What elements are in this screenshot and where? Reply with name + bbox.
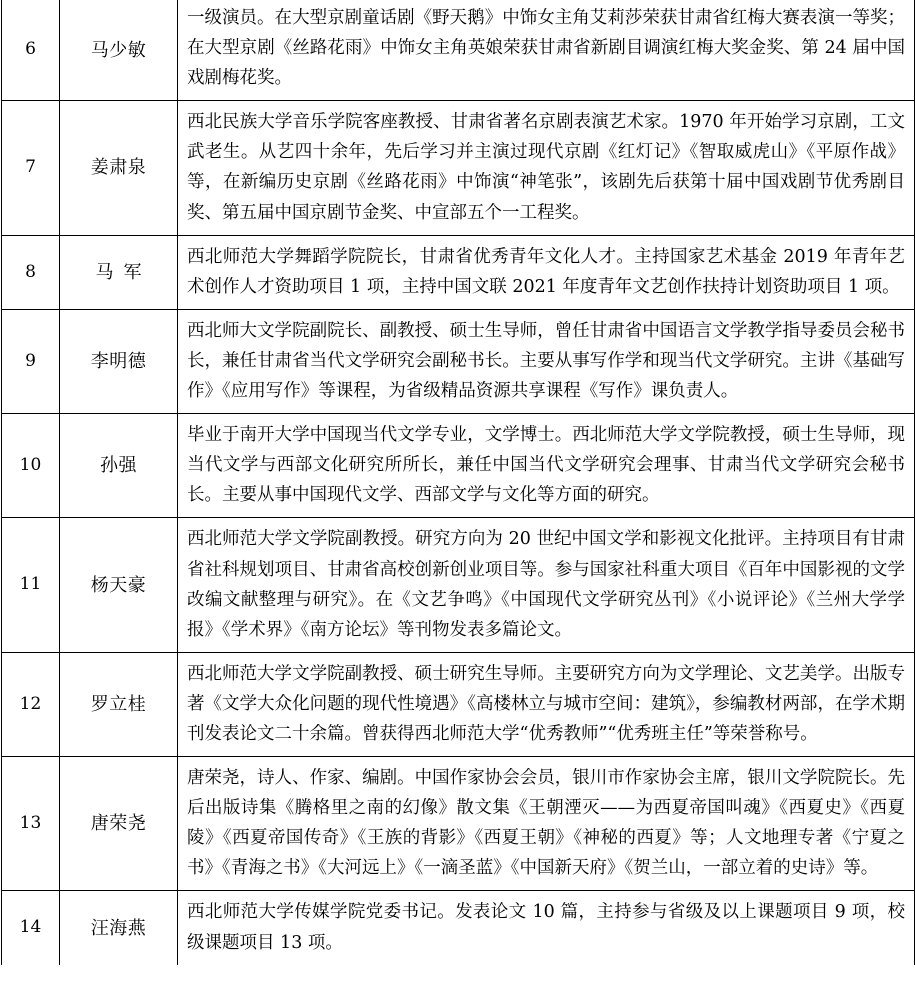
row-name-cell — [60, 414, 178, 518]
row-name-cell — [60, 891, 178, 965]
table-row — [2, 0, 915, 101]
row-name-cell — [60, 518, 178, 652]
row-number-cell: 13 — [2, 757, 60, 891]
row-number-cell: 6 — [2, 0, 60, 101]
table-row — [2, 235, 915, 309]
row-name-cell — [60, 652, 178, 756]
table-row — [2, 309, 915, 413]
row-description-cell — [178, 0, 915, 101]
row-name-text: 汪海燕 — [90, 917, 147, 939]
row-name-cell — [60, 309, 178, 413]
row-name-text: 马少敏 — [90, 39, 147, 61]
row-number-cell: 9 — [2, 309, 60, 413]
row-name-cell — [60, 0, 178, 101]
row-name-text: 唐荣尧 — [90, 813, 147, 835]
row-description-cell — [178, 652, 915, 756]
row-number-cell: 12 — [2, 652, 60, 756]
row-description-text: 西北师范大学传媒学院党委书记。发表论文 10 篇，主持参与省级及以上课题项目 9 项，校级课题项目 13 项。 — [187, 902, 905, 953]
table-row — [2, 101, 915, 235]
row-description-cell — [178, 101, 915, 235]
row-description-text: 西北师大文学院副院长、副教授、硕士生导师，曾任甘肃省中国语言文学教学指导委员会秘书长，兼任甘肃省当代文学研究会副秘书长。主要从事写作学和现当代文学研究。主讲《基础写作》《应用写作》等课程，为省级精品资源共享课程《写作》课负责人。 — [187, 320, 905, 402]
row-description-text: 一级演员。在大型京剧童话剧《野天鹅》中饰女主角艾莉莎荣获甘肃省红梅大赛表演一等奖；在大型京剧《丝路花雨》中饰女主角英娘荣获甘肃省新剧目调演红梅大奖金奖、第 24 届中国戏剧梅花奖。 — [187, 8, 905, 89]
row-description-text: 唐荣尧，诗人、作家、编剧。中国作家协会会员，银川市作家协会主席，银川文学院院长。先后出版诗集《腾格里之南的幻像》散文集《王朝湮灭——为西夏帝国叫魂》《西夏史》《西夏陵》《西夏帝国传奇》《王族的背影》《西夏王朝》《神秘的西夏》等；人文地理专著《宁夏之书》《青海之书》《大河远上》《一滴圣蓝》《中国新天府》《贺兰山，一部立着的史诗》等。 — [187, 768, 905, 879]
row-number-cell: 11 — [2, 518, 60, 652]
row-description-text: 毕业于南开大学中国现当代文学专业，文学博士。西北师范大学文学院教授，硕士生导师，现当代文学与西部文化研究所所长，兼任中国当代文学研究会理事、甘肃当代文学研究会秘书长。主要从事中国现代文学、西部文学与文化等方面的研究。 — [187, 425, 905, 506]
row-number-cell: 14 — [2, 891, 60, 965]
table-row — [2, 652, 915, 756]
row-description-text: 西北师范大学舞蹈学院院长，甘肃省优秀青年文化人才。主持国家艺术基金 2019 年青年艺术创作人才资助项目 1 项，主持中国文联 2021 年度青年文艺创作扶持计划资助项目 1 项。 — [187, 246, 905, 297]
table-row — [2, 414, 915, 518]
row-name-cell — [60, 235, 178, 309]
row-description-cell — [178, 309, 915, 413]
personnel-table — [1, 0, 915, 965]
table-row — [2, 757, 915, 891]
row-number-cell: 8 — [2, 235, 60, 309]
row-name-text: 孙强 — [100, 455, 137, 477]
table-body — [2, 0, 915, 965]
table-row — [2, 518, 915, 652]
row-number-cell: 7 — [2, 101, 60, 235]
row-description-cell — [178, 757, 915, 891]
row-name-text: 李明德 — [90, 350, 147, 372]
row-name-cell — [60, 101, 178, 235]
row-name-text: 马军 — [95, 261, 152, 283]
row-description-cell — [178, 414, 915, 518]
row-description-cell — [178, 518, 915, 652]
row-name-text: 罗立桂 — [90, 693, 147, 715]
row-description-text: 西北师范大学文学院副教授、硕士研究生导师。主要研究方向为文学理论、文艺美学。出版专著《文学大众化问题的现代性境遇》《高楼林立与城市空间：建筑》，参编教材两部，在学术期刊发表论文二十余篇。曾获得西北师范大学“优秀教师”“优秀班主任”等荣誉称号。 — [187, 663, 905, 744]
row-name-text: 姜肃泉 — [90, 157, 147, 179]
table-row — [2, 891, 915, 965]
row-description-text: 西北师范大学文学院副教授。研究方向为 20 世纪中国文学和影视文化批评。主持项目有甘肃省社科规划项目、甘肃省高校创新创业项目等。参与国家社科重大项目《百年中国影视的文学改编文献整理与研究》。在《文艺争鸣》《中国现代文学研究丛刊》《小说评论》《兰州大学学报》《学术界》《南方论坛》等刊物发表多篇论文。 — [187, 529, 905, 640]
row-number-cell: 10 — [2, 414, 60, 518]
row-name-cell — [60, 757, 178, 891]
row-description-text: 西北民族大学音乐学院客座教授、甘肃省著名京剧表演艺术家。1970 年开始学习京剧，工文武老生。从艺四十余年，先后学习并主演过现代京剧《红灯记》《智取威虎山》《平原作战》等，在新编历史京剧《丝路花雨》中饰演“神笔张”，该剧先后获第十届中国戏剧节优秀剧目奖、第五届中国京剧节金奖、中宣部五个一工程奖。 — [187, 112, 905, 223]
row-description-cell — [178, 235, 915, 309]
row-description-cell — [178, 891, 915, 965]
row-name-text: 杨天豪 — [90, 574, 147, 596]
